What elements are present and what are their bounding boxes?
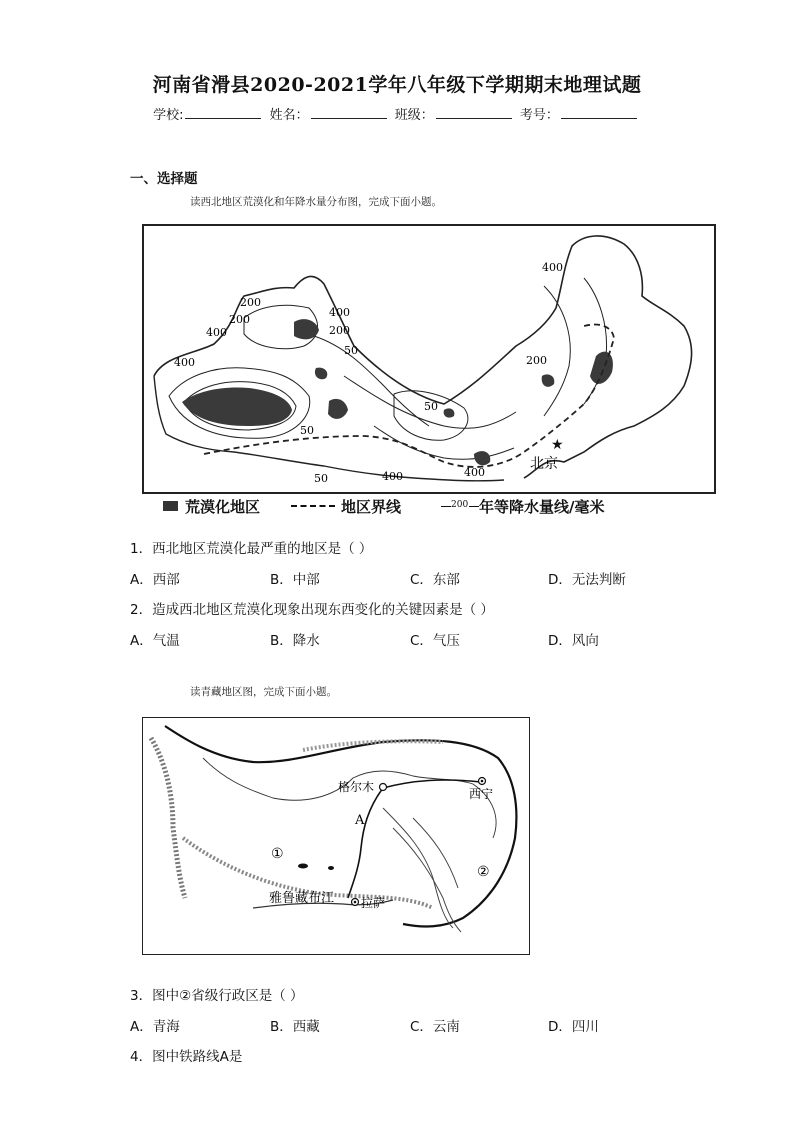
map2-intro: 读青藏地区图，完成下面小题。 bbox=[190, 686, 337, 698]
q3-option-d[interactable]: D．四川 bbox=[548, 1019, 599, 1035]
question-2 bbox=[130, 598, 494, 618]
question-text: 西北地区荒漠化最严重的地区是（ ） bbox=[152, 541, 373, 557]
question-number: 4． bbox=[130, 1049, 153, 1065]
section-title: 一、选择题 bbox=[130, 171, 198, 187]
contour-label: 400 bbox=[382, 470, 403, 483]
contour-label: 200 bbox=[329, 324, 350, 337]
qinghai-tibet-map bbox=[142, 717, 530, 955]
boundary-line-icon bbox=[291, 505, 335, 507]
contour-label: 50 bbox=[300, 424, 314, 437]
question-1 bbox=[130, 537, 372, 557]
question-text: 图中②省级行政区是（ ） bbox=[152, 988, 304, 1004]
legend-boundary-label: 地区界线 bbox=[341, 498, 402, 516]
contour-label: 50 bbox=[314, 472, 328, 485]
river-label: 雅鲁藏布江 bbox=[269, 891, 335, 906]
contour-label: 400 bbox=[329, 306, 350, 319]
q2-option-b[interactable]: B．降水 bbox=[270, 633, 320, 649]
class-label: 班级： bbox=[394, 108, 434, 123]
legend-isohyet-label: 年等降水量线/毫米 bbox=[479, 498, 605, 516]
student-info-line bbox=[0, 104, 794, 123]
q1-option-c[interactable]: C．东部 bbox=[410, 572, 460, 588]
q3-option-a[interactable]: A．青海 bbox=[130, 1019, 180, 1035]
q2-option-c[interactable]: C．气压 bbox=[410, 633, 460, 649]
question-text: 图中铁路线A是 bbox=[152, 1049, 243, 1065]
desert-swatch-icon bbox=[163, 501, 178, 511]
name-blank[interactable] bbox=[311, 106, 387, 119]
map1-legend bbox=[163, 496, 703, 518]
page-title: 河南省滑县2020-2021学年八年级下学期期末地理试题 bbox=[152, 74, 642, 96]
legend-desert-label: 荒漠化地区 bbox=[185, 498, 261, 516]
question-number: 3． bbox=[130, 988, 153, 1004]
question-text: 造成西北地区荒漠化现象出现东西变化的关键因素是（ ） bbox=[152, 602, 494, 618]
city-label-beijing: 北京 bbox=[530, 456, 558, 472]
school-label: 学校: bbox=[153, 108, 184, 123]
contour-label: 200 bbox=[229, 313, 250, 326]
q3-option-c[interactable]: C．云南 bbox=[410, 1019, 460, 1035]
isohyet-line-icon bbox=[441, 506, 451, 507]
region-2-label: ② bbox=[477, 864, 490, 880]
q1-option-b[interactable]: B．中部 bbox=[270, 572, 320, 588]
question-number: 2． bbox=[130, 602, 153, 618]
contour-label: 400 bbox=[542, 261, 563, 274]
school-blank[interactable] bbox=[185, 106, 261, 119]
map1-graphic bbox=[144, 226, 714, 492]
q3-option-b[interactable]: B．西藏 bbox=[270, 1019, 320, 1035]
city-label-xining: 西宁 bbox=[469, 787, 494, 801]
question-4 bbox=[130, 1045, 242, 1065]
city-label-golmud: 格尔木 bbox=[338, 780, 375, 794]
legend-isohyet-value: 200 bbox=[451, 500, 469, 510]
question-number: 1． bbox=[130, 541, 153, 557]
q2-option-a[interactable]: A．气温 bbox=[130, 633, 180, 649]
exam-no-blank[interactable] bbox=[561, 106, 637, 119]
map2-graphic bbox=[143, 718, 529, 954]
map1-intro: 读西北地区荒漠化和年降水量分布图，完成下面小题。 bbox=[190, 196, 442, 208]
exam-no-label: 考号： bbox=[519, 108, 559, 123]
northwest-desertification-map bbox=[142, 224, 716, 494]
contour-label: 400 bbox=[174, 356, 195, 369]
railway-label: A bbox=[355, 813, 365, 828]
city-label-lhasa: 拉萨 bbox=[361, 896, 386, 910]
name-label: 姓名： bbox=[269, 108, 309, 123]
contour-label: 50 bbox=[344, 344, 358, 357]
contour-label: 200 bbox=[526, 354, 547, 367]
q1-option-d[interactable]: D．无法判断 bbox=[548, 572, 626, 588]
isohyet-line-icon bbox=[469, 506, 479, 507]
region-1-label: ① bbox=[271, 846, 284, 862]
contour-label: 50 bbox=[424, 400, 438, 413]
contour-label: 400 bbox=[464, 466, 485, 479]
class-blank[interactable] bbox=[436, 106, 512, 119]
q1-option-a[interactable]: A．西部 bbox=[130, 572, 180, 588]
q2-option-d[interactable]: D．风向 bbox=[548, 633, 599, 649]
question-3 bbox=[130, 984, 304, 1004]
contour-label: 200 bbox=[240, 296, 261, 309]
star-icon: ★ bbox=[551, 437, 564, 453]
contour-label: 400 bbox=[206, 326, 227, 339]
